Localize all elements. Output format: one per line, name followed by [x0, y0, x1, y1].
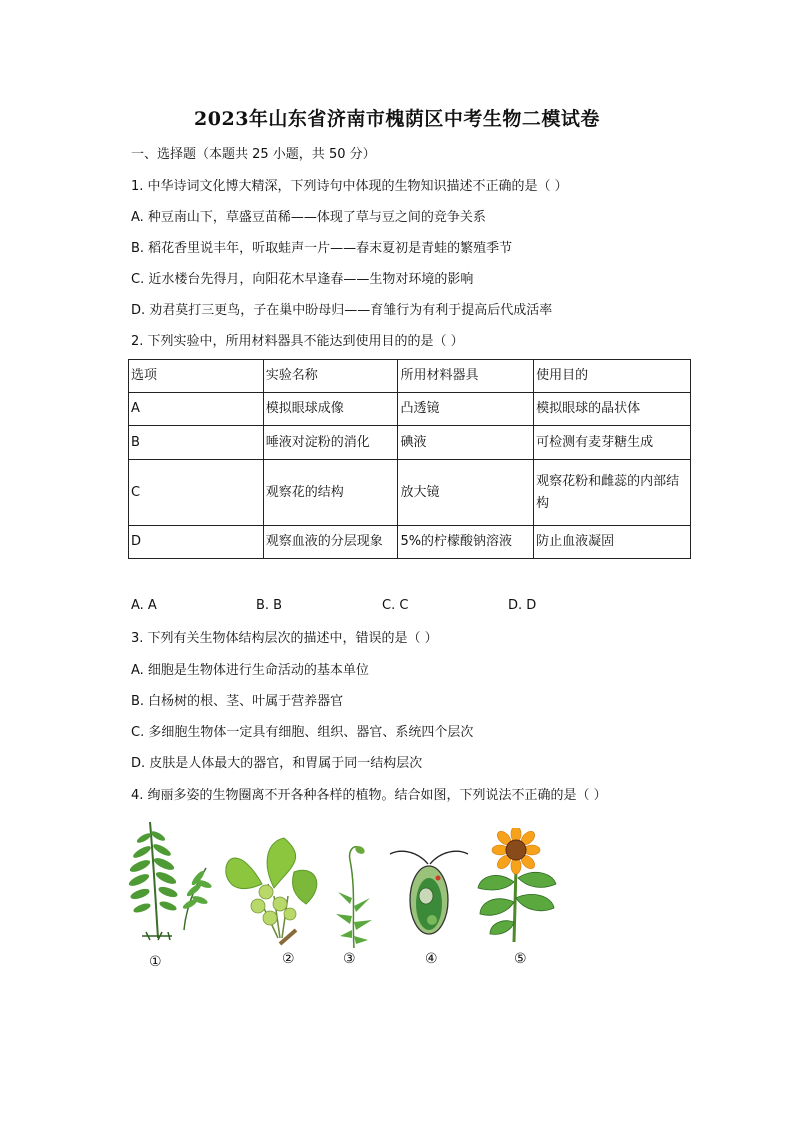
- q2-stem: 2. 下列实验中，所用材料器具不能达到使用目的的是（ ）: [131, 334, 464, 349]
- table-cell: 模拟眼球成像: [263, 393, 398, 426]
- table-header-cell: 实验名称: [263, 360, 398, 393]
- q2-option-c[interactable]: C. C: [382, 598, 409, 613]
- q3-stem: 3. 下列有关生物体结构层次的描述中，错误的是（ ）: [131, 631, 438, 646]
- q2-option-b[interactable]: B. B: [256, 598, 283, 613]
- table-row: [129, 426, 691, 460]
- ginkgo-illustration: [222, 834, 326, 946]
- q1-option-d[interactable]: D. 劝君莫打三更鸟，子在巢中盼母归——育雏行为有利于提高后代成活率: [131, 303, 553, 318]
- q3-option-d[interactable]: D. 皮肤是人体最大的器官，和胃属于同一结构层次: [131, 756, 423, 771]
- table-header-cell: 使用目的: [534, 360, 691, 393]
- q1-option-a[interactable]: A. 种豆南山下，草盛豆苗稀——体现了草与豆之间的竞争关系: [131, 210, 486, 225]
- table-row: [129, 526, 691, 559]
- table-cell: 凸透镜: [398, 393, 534, 426]
- table-cell: 5%的柠檬酸钠溶液: [398, 526, 534, 559]
- table-cell: 唾液对淀粉的消化: [263, 426, 398, 460]
- table-cell: 观察花的结构: [263, 460, 398, 526]
- table-cell: 碘液: [398, 426, 534, 460]
- q3-option-b[interactable]: B. 白杨树的根、茎、叶属于营养器官: [131, 694, 344, 709]
- table-cell: 模拟眼球的晶状体: [534, 393, 691, 426]
- table-cell: D: [129, 526, 264, 559]
- table-cell: C: [129, 460, 264, 526]
- figure-label-4: ④: [425, 951, 438, 967]
- table-cell: A: [129, 393, 264, 426]
- table-header-cell: 所用材料器具: [398, 360, 534, 393]
- experiment-table: [128, 359, 691, 559]
- q3-option-c[interactable]: C. 多细胞生物体一定具有细胞、组织、器官、系统四个层次: [131, 725, 474, 740]
- table-cell: 可检测有麦芽糖生成: [534, 426, 691, 460]
- page-title: 2023年山东省济南市槐荫区中考生物二模试卷: [194, 108, 600, 130]
- q4-stem: 4. 绚丽多姿的生物圈离不开各种各样的植物。结合如图，下列说法不正确的是（ ）: [131, 788, 607, 803]
- q2-option-d[interactable]: D. D: [508, 598, 537, 613]
- q1-stem: 1. 中华诗词文化博大精深，下列诗句中体现的生物知识描述不正确的是（ ）: [131, 179, 568, 194]
- moss-illustration: [334, 840, 376, 950]
- q1-option-c[interactable]: C. 近水楼台先得月，向阳花木早逢春——生物对环境的影响: [131, 272, 474, 287]
- fern-illustration: [128, 818, 214, 942]
- section-heading: 一、选择题（本题共 25 小题，共 50 分）: [131, 147, 376, 162]
- table-row: [129, 460, 691, 526]
- table-header-row: [129, 360, 691, 393]
- table-cell: B: [129, 426, 264, 460]
- chlamydomonas-illustration: [388, 846, 470, 942]
- q1-option-b[interactable]: B. 稻花香里说丰年，听取蛙声一片——春末夏初是青蛙的繁殖季节: [131, 241, 513, 256]
- q2-option-a[interactable]: A. A: [131, 598, 157, 613]
- table-row: [129, 393, 691, 426]
- table-cell: 观察花粉和雌蕊的内部结构: [534, 460, 691, 526]
- table-header-cell: 选项: [129, 360, 264, 393]
- figure-label-2: ②: [282, 951, 295, 967]
- q3-option-a[interactable]: A. 细胞是生物体进行生命活动的基本单位: [131, 663, 369, 678]
- figure-label-1: ①: [149, 954, 162, 970]
- table-cell: 放大镜: [398, 460, 534, 526]
- figure-label-5: ⑤: [514, 951, 527, 967]
- sunflower-illustration: [472, 828, 560, 944]
- table-cell: 防止血液凝固: [534, 526, 691, 559]
- figure-label-3: ③: [343, 951, 356, 967]
- table-cell: 观察血液的分层现象: [263, 526, 398, 559]
